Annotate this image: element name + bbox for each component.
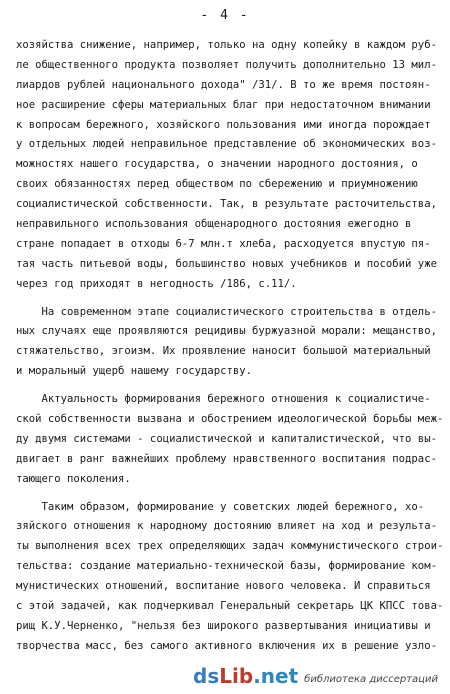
text-line: ное расширение сферы материальных благ при недостаточном внимании	[16, 98, 431, 111]
text-line: На современном этапе социалистического строительства в отдель-	[16, 305, 437, 318]
text-line: тая часть питьевой воды, большинство новых учебников и пособий уже	[16, 257, 437, 270]
page-number: - 4 -	[200, 8, 250, 23]
text-line: своих обязанностях перед обществом по сбережению и приумножению	[16, 178, 418, 191]
logo-part-lib: Lib	[219, 664, 254, 688]
text-line: хозяйства снижение, например, только на одну копейку в каждом руб-	[16, 39, 437, 51]
text-line: стяжательство, эгоизм. Их проявление наносит большой материальный	[16, 345, 431, 358]
paragraph	[16, 498, 444, 657]
paragraph	[16, 303, 436, 383]
text-line: тельства: создание материально-технической базы, формирование ком-	[16, 560, 437, 573]
text-line: Таким образом, формирование у советских людей бережного, хо-	[16, 500, 425, 513]
text-line: ных случаях еще проявляются рецидивы буржуазной морали: мещанство,	[16, 325, 437, 338]
text-line: стране попадает в отходы 6-7 млн.т хлеба, расходуется впустую пя-	[16, 237, 431, 250]
text-line: у отдельных людей неправильное представление об экономических воз-	[16, 138, 437, 151]
text-line: тающего поколения.	[16, 472, 131, 485]
text-line: Актуальность формирования бережного отношения к социалистиче-	[16, 393, 431, 406]
dslib-logo	[193, 664, 298, 688]
text-line: двигает в ранг важнейших проблему нравственного воспитания подрас-	[16, 452, 437, 465]
text-line: ле общественного продукта позволяет получить дополнительно 13 мил-	[16, 58, 437, 71]
watermark	[193, 664, 438, 688]
text-line: лиардов рублей национального дохода" /31/. В то же время постоян-	[16, 78, 431, 91]
text-line: мунистических отношений, воспитание нового человека. И справиться	[16, 580, 431, 593]
logo-part-ds: ds	[193, 664, 220, 688]
text-line: творчества масс, без самого активного включения их в решение узло-	[16, 639, 437, 652]
text-line: и моральный ущерб нашему государству.	[16, 365, 252, 378]
paragraph	[16, 36, 436, 295]
document-body	[16, 36, 444, 657]
watermark-subtitle: библиотека диссертаций	[304, 673, 438, 685]
logo-part-net: .net	[253, 664, 299, 688]
text-line: зяйского отношения к народному достоянию влияет на ход и результа-	[16, 520, 437, 533]
text-line: рищ К.У.Черненко, "нельзя без широкого развертывания инициативы и	[16, 619, 431, 632]
text-line: с этой задачей, как подчеркивал Генеральный секретарь ЦК КПСС това-	[16, 600, 444, 613]
text-line: можностях нашего государства, о значении народного достояния, о	[16, 158, 418, 171]
text-line: ду двумя системами - социалистической и капиталистической, что вы-	[16, 432, 437, 445]
text-line: социалистической собственности. Так, в результате расточительства,	[16, 198, 437, 211]
text-line: через год приходят в негодность /186, с.11/.	[16, 277, 297, 290]
paragraph	[16, 390, 444, 489]
text-line: ской собственности вызвана и обострением идеологической борьбы меж-	[16, 413, 444, 426]
text-line: ты выполнения всех трех определяющих задач коммунистического строи-	[16, 540, 444, 553]
text-line: неправильного использования общенародного достояния ежегодно в	[16, 218, 412, 231]
text-line: к вопросам бережного, хозяйского пользования ими иногда порождает	[16, 118, 431, 131]
